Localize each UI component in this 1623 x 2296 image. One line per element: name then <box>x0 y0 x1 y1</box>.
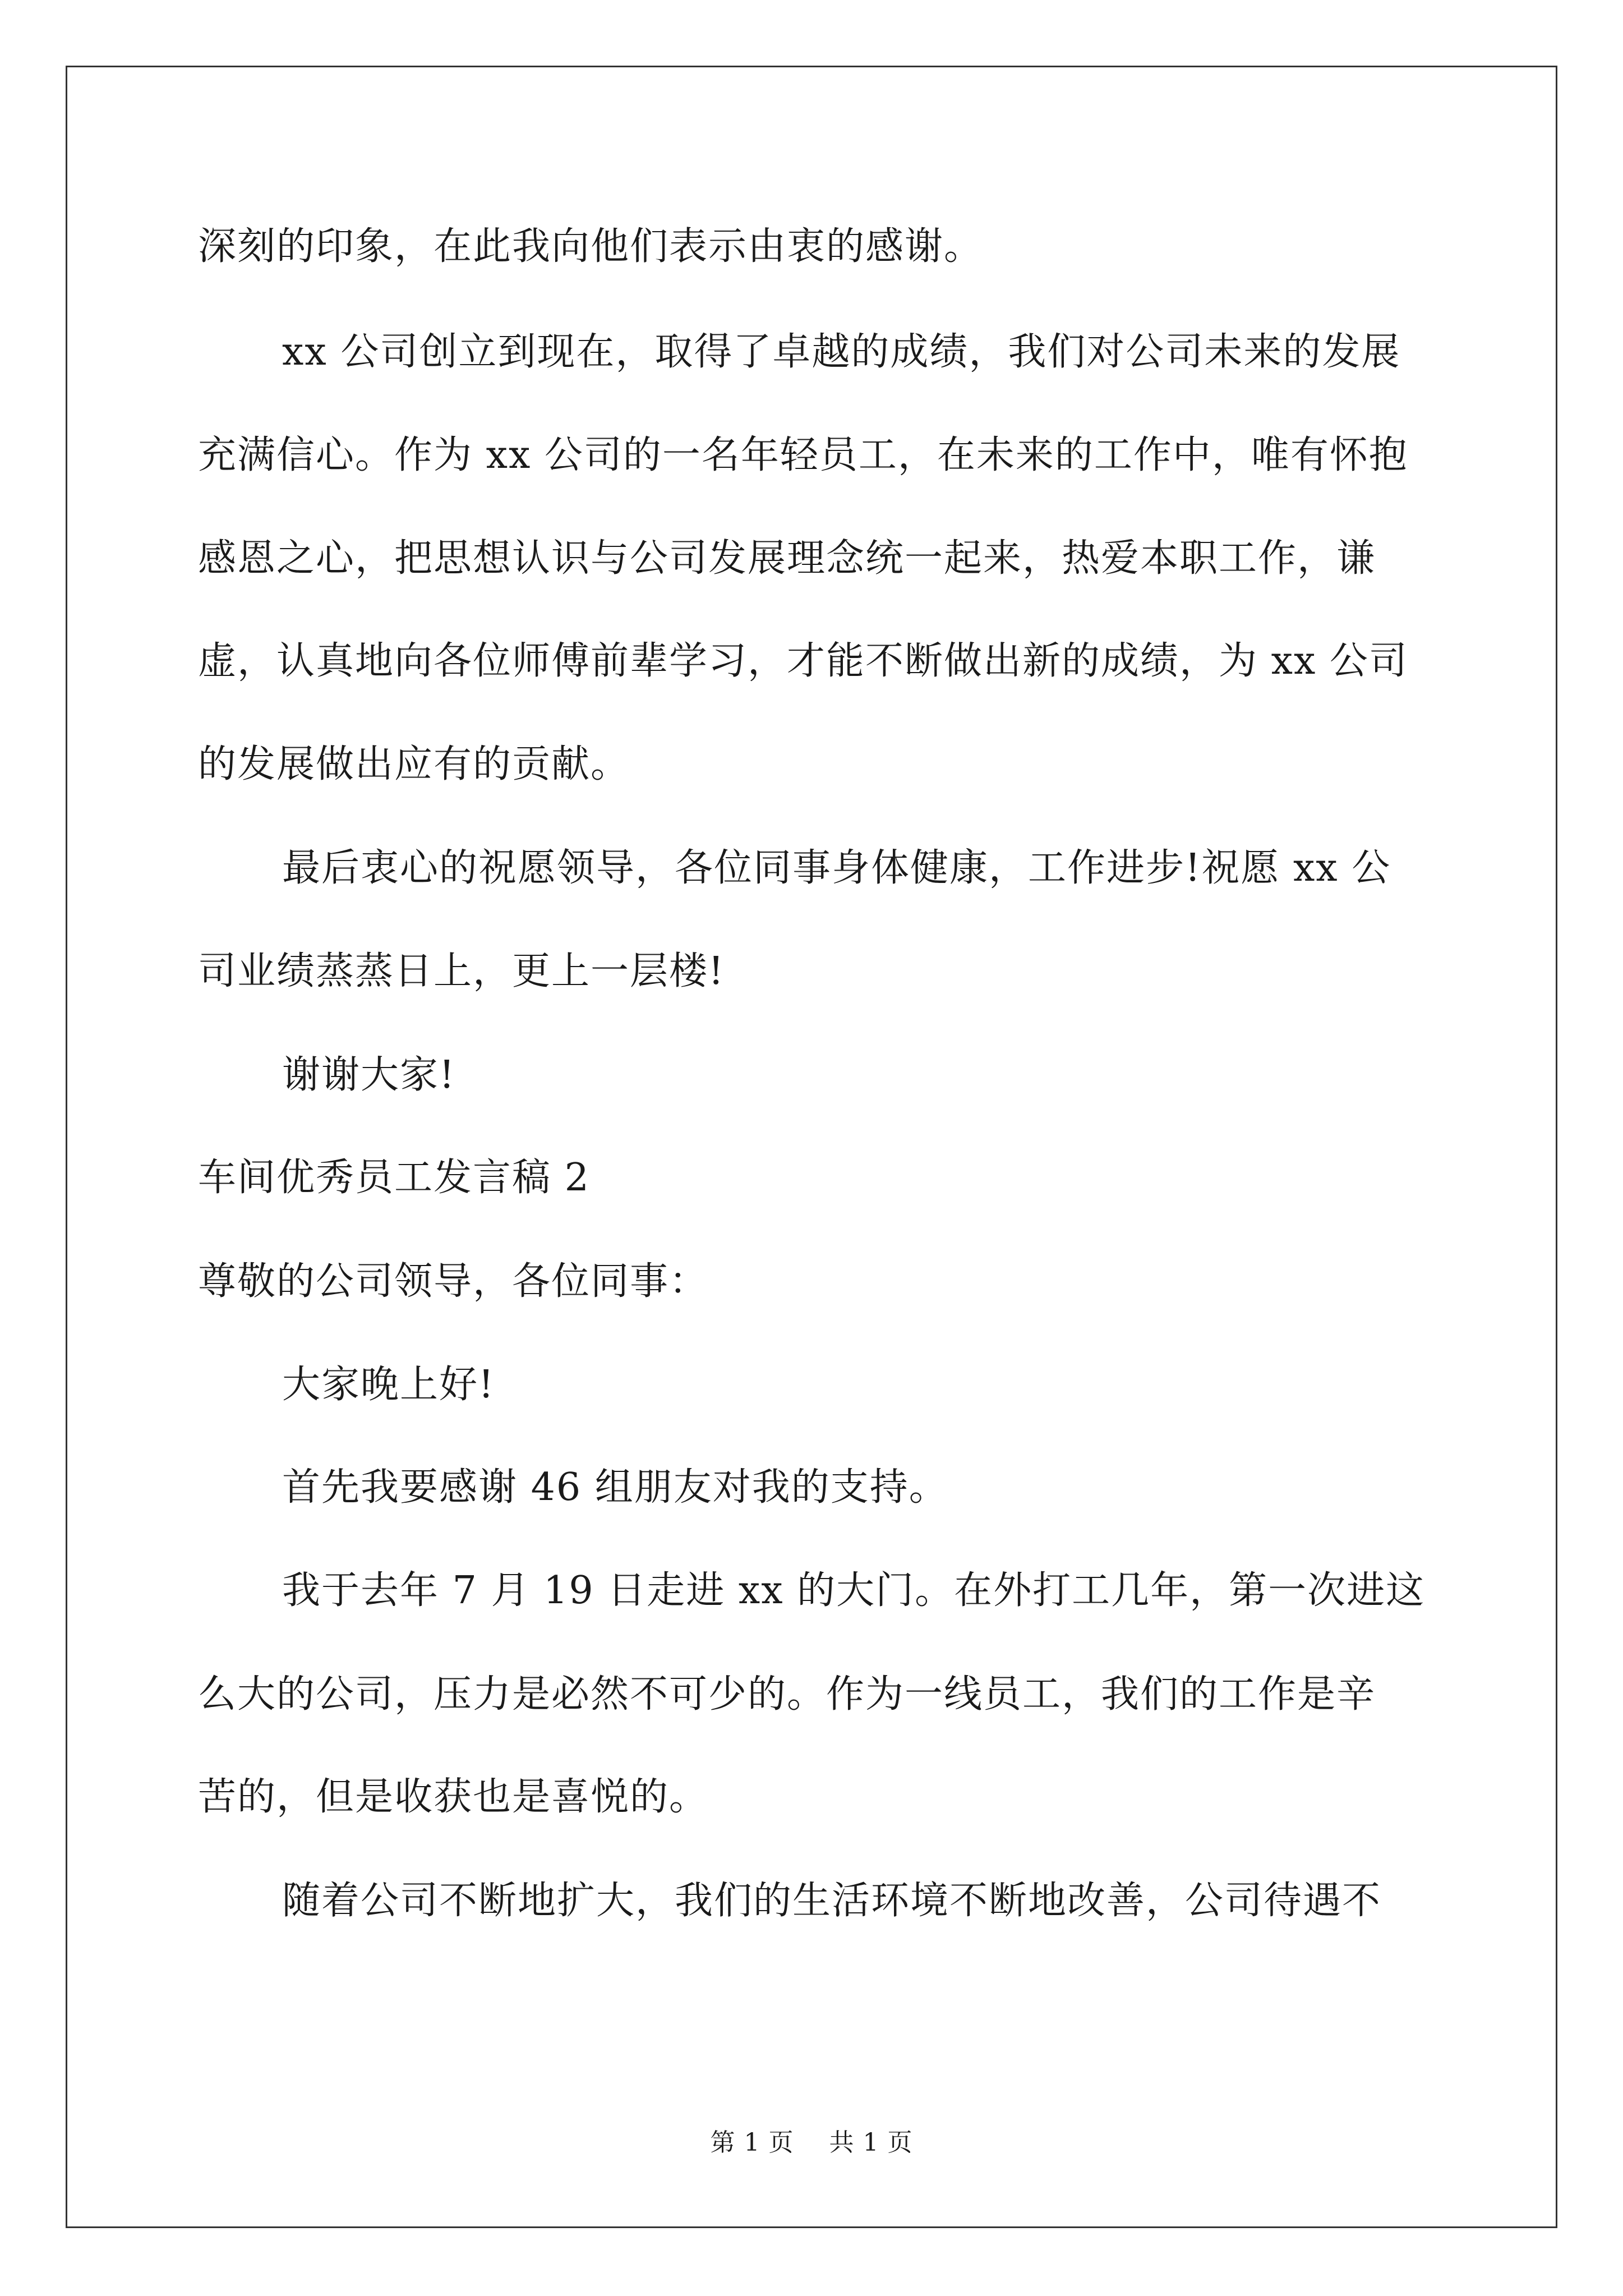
paragraph-line: 深刻的印象，在此我向他们表示由衷的感谢。 <box>198 224 984 269</box>
paragraph-line: 感恩之心，把思想认识与公司发展理念统一起来，热爱本职工作，谦 <box>198 536 1376 581</box>
paragraph-line: 谢谢大家! <box>282 1053 456 1097</box>
section-title: 车间优秀员工发言稿 2 <box>198 1156 590 1200</box>
page-number: 第 1 页 <box>710 2128 794 2157</box>
paragraph-line: 虚，认真地向各位师傅前辈学习，才能不断做出新的成绩，为 xx 公司 <box>198 639 1408 683</box>
page-total: 共 1 页 <box>829 2128 913 2157</box>
paragraph-line: xx 公司创立到现在，取得了卓越的成绩，我们对公司未来的发展 <box>282 330 1401 374</box>
paragraph-line: 最后衷心的祝愿领导，各位同事身体健康，工作进步!祝愿 xx 公 <box>282 846 1391 890</box>
paragraph-line: 么大的公司，压力是必然不可少的。作为一线员工，我们的工作是辛 <box>198 1672 1376 1717</box>
paragraph-line: 首先我要感谢 46 组朋友对我的支持。 <box>282 1465 948 1510</box>
paragraph-line: 司业绩蒸蒸日上，更上一层楼! <box>198 949 725 993</box>
paragraph-line: 随着公司不断地扩大，我们的生活环境不断地改善，公司待遇不 <box>282 1879 1382 1923</box>
paragraph-line: 大家晚上好! <box>282 1363 495 1407</box>
page-footer <box>0 2126 1623 2160</box>
salutation: 尊敬的公司领导，各位同事： <box>198 1259 709 1304</box>
paragraph-line: 的发展做出应有的贡献。 <box>198 742 630 786</box>
paragraph-line: 充满信心。作为 xx 公司的一名年轻员工，在未来的工作中，唯有怀抱 <box>198 433 1408 477</box>
paragraph-line: 苦的，但是收获也是喜悦的。 <box>198 1775 709 1819</box>
paragraph-line: 我于去年 7 月 19 日走进 xx 的大门。在外打工几年，第一次进这 <box>282 1568 1426 1613</box>
